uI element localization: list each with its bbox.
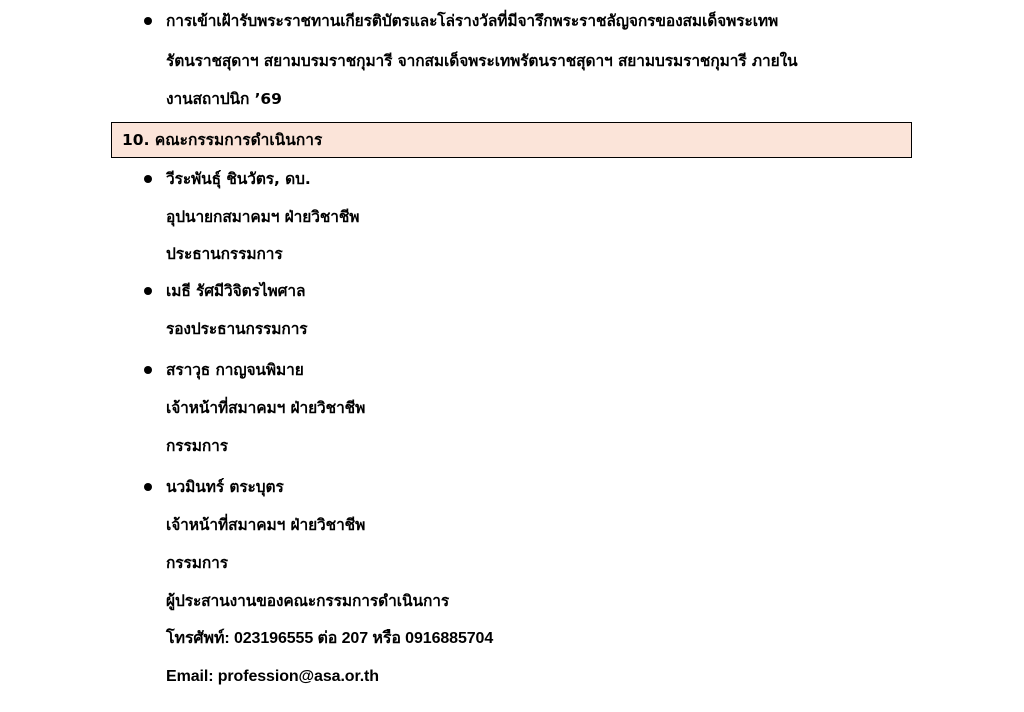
intro-line-3: งานสถาปนิก ’69	[166, 90, 282, 108]
intro-line-2: รัตนราชสุดาฯ สยามบรมราชกุมารี จากสมเด็จพระเทพรัตนราชสุดาฯ สยามบรมราชกุมารี ภายใน	[166, 52, 798, 70]
member-detail: กรรมการ	[166, 437, 228, 455]
member-detail: เจ้าหน้าที่สมาคมฯ ฝ่ายวิชาชีพ	[166, 399, 366, 417]
section-header	[111, 122, 912, 158]
contact-phone: โทรศัพท์: 023196555 ต่อ 207 หรือ 0916885704	[166, 630, 494, 647]
member-name: สราวุธ กาญจนพิมาย	[166, 361, 304, 379]
member-detail: อุปนายกสมาคมฯ ฝ่ายวิชาชีพ	[166, 208, 360, 226]
member-name: นวมินทร์ ตระบุตร	[166, 478, 284, 496]
member-detail: รองประธานกรรมการ	[166, 320, 308, 338]
bullet-icon	[144, 287, 152, 295]
member-name: วีระพันธุ์ ชินวัตร, ดบ.	[166, 170, 311, 188]
member-detail: กรรมการ	[166, 554, 228, 572]
bullet-icon	[144, 175, 152, 183]
section-title-text: คณะกรรมการดำเนินการ	[154, 131, 323, 149]
contact-email: Email: profession@asa.or.th	[166, 668, 379, 685]
member-detail: ประธานกรรมการ	[166, 245, 283, 263]
member-name: เมธี รัศมีวิจิตรไพศาล	[166, 282, 306, 300]
bullet-icon	[144, 483, 152, 491]
member-detail: ผู้ประสานงานของคณะกรรมการดำเนินการ	[166, 592, 450, 610]
bullet-icon	[144, 17, 152, 25]
intro-line-1: การเข้าเฝ้ารับพระราชทานเกียรติบัตรและโล่รางวัลที่มีจารึกพระราชลัญจกรของสมเด็จพระเทพ	[166, 12, 779, 30]
section-number: 10.	[122, 131, 150, 149]
section-title	[122, 129, 322, 151]
bullet-icon	[144, 366, 152, 374]
member-detail: เจ้าหน้าที่สมาคมฯ ฝ่ายวิชาชีพ	[166, 516, 366, 534]
